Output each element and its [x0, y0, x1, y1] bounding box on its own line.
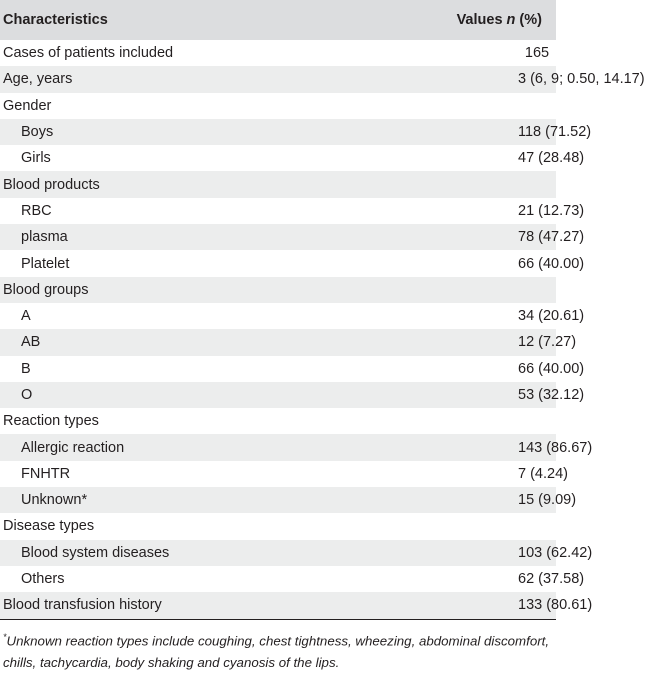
- footnote-marker: *: [3, 631, 7, 642]
- row-label: Blood groups: [3, 281, 89, 298]
- table-row: [0, 329, 556, 355]
- table-row: [0, 66, 556, 92]
- header-characteristics: Characteristics: [3, 12, 108, 28]
- row-value: 165: [524, 45, 550, 62]
- row-value: 21 (12.73): [518, 202, 585, 219]
- header-values: [400, 0, 556, 40]
- table-row: [0, 461, 556, 487]
- row-value: [400, 408, 556, 434]
- row-label: Girls: [21, 150, 51, 167]
- table-row: [0, 224, 556, 250]
- row-value: [400, 277, 556, 303]
- row-value: 62 (37.58): [518, 571, 585, 588]
- row-value: 47 (28.48): [518, 150, 585, 167]
- table-row: [0, 408, 556, 434]
- table-row: [0, 540, 556, 566]
- row-label: Boys: [21, 124, 54, 141]
- row-label: A: [21, 308, 31, 325]
- table-row: [0, 40, 556, 66]
- table-row: [0, 145, 556, 171]
- row-value: 34 (20.61): [518, 308, 585, 325]
- row-label: Blood system diseases: [21, 544, 170, 561]
- row-label: RBC: [21, 202, 52, 219]
- row-value: 133 (80.61): [518, 597, 593, 614]
- table-row: [0, 119, 556, 145]
- row-label: Blood products: [3, 176, 100, 193]
- row-value: 66 (40.00): [518, 360, 585, 377]
- row-label: Others: [21, 571, 65, 588]
- row-value: 12 (7.27): [518, 334, 577, 351]
- row-label: B: [21, 360, 31, 377]
- table-row: [0, 171, 556, 197]
- row-label: Gender: [3, 97, 52, 114]
- row-label: Unknown*: [21, 492, 88, 509]
- table-row: [0, 250, 556, 276]
- row-label: Platelet: [21, 255, 70, 272]
- row-label: O: [21, 387, 33, 403]
- row-label: Cases of patients included: [3, 45, 174, 62]
- row-value: 15 (9.09): [518, 492, 577, 509]
- row-value: 103 (62.42): [518, 544, 593, 561]
- row-label: Age, years: [3, 71, 73, 88]
- row-value: 3 (6, 9; 0.50, 14.17): [518, 71, 645, 88]
- header-values-prefix: Values: [456, 12, 507, 28]
- table-row: [0, 198, 556, 224]
- row-label: plasma: [21, 229, 68, 246]
- table-row: [0, 566, 556, 592]
- row-value: [400, 513, 556, 539]
- table-footnote: [0, 620, 556, 674]
- row-value: 7 (4.24): [518, 465, 568, 482]
- table-row: [0, 513, 556, 539]
- table-row: [0, 487, 556, 513]
- row-value: 66 (40.00): [518, 255, 585, 272]
- row-label: Allergic reaction: [21, 439, 125, 456]
- table-row: [0, 93, 556, 119]
- table-row: [0, 277, 556, 303]
- table-row: [0, 592, 556, 618]
- header-values-n: n: [506, 12, 516, 28]
- row-label: Reaction types: [3, 413, 99, 430]
- footnote-text: Unknown reaction types include coughing, chest tightness, wheezing, abdominal discomfort, chills, tachycardia, body shaking and cyanosis of the lips.: [3, 632, 550, 670]
- row-label: AB: [21, 334, 41, 351]
- table-body: [0, 40, 645, 619]
- row-value: 143 (86.67): [518, 439, 593, 456]
- row-value: 53 (32.12): [518, 387, 585, 403]
- row-value: 78 (47.27): [518, 229, 585, 246]
- row-label: Blood transfusion history: [3, 597, 162, 614]
- table-row: [0, 382, 556, 408]
- row-value: [400, 93, 556, 119]
- row-value: [400, 171, 556, 197]
- row-label: Disease types: [3, 518, 95, 535]
- row-label: FNHTR: [21, 465, 71, 482]
- table-header-row: [0, 0, 556, 40]
- header-values-suffix: (%): [515, 12, 542, 28]
- table-row: [0, 356, 556, 382]
- row-value: 118 (71.52): [518, 124, 592, 141]
- table-row: [0, 303, 556, 329]
- table-row: [0, 434, 556, 460]
